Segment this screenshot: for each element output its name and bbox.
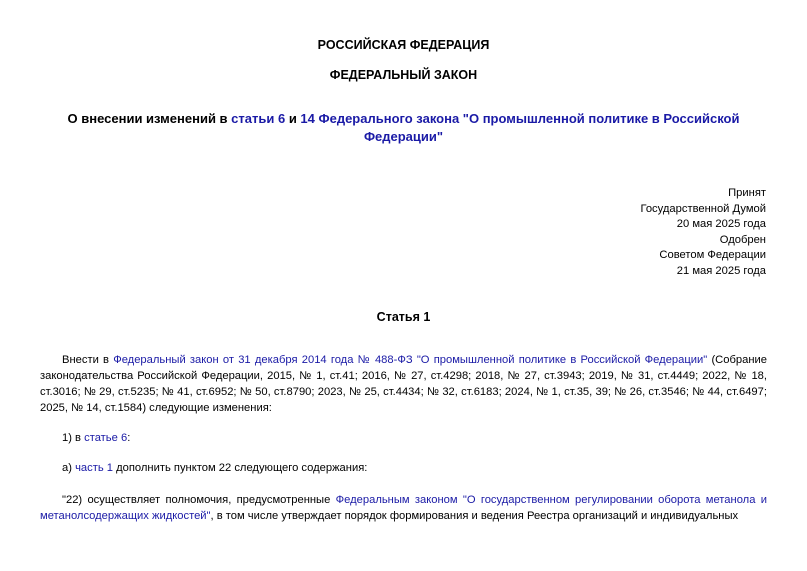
adopted-label: Принят <box>728 187 766 199</box>
law-title-mid: и <box>285 111 301 126</box>
p1-suffix: (Собрание законодательства Российской Федерации, 2015, № 1, ст.41; 2016, № 27, ст.4298; 2018, № 27, ст.3943; 2019, № 31, ст.4449; 2022, № 18, ст.3016; № 29, ст.5235; № 41, ст.6952; № 50, ст.8790; 2023, № 25, ст.4434; № 32, ст.6183; 2024, № 1, ст.35, 39; № 26, ст.3546; № 44, ст.6497; 2025, № 14, ст.1584) следующие изменения: <box>40 354 767 414</box>
adoption-block <box>641 186 766 279</box>
law-title-prefix: О внесении изменений в <box>67 111 232 126</box>
p3-prefix: а) <box>62 462 76 474</box>
p2-prefix: 1) в <box>62 432 85 444</box>
p4-prefix: "22) осуществляет полномочия, предусмотренные <box>62 494 336 506</box>
approved-by: Советом Федерации <box>659 249 766 261</box>
methanol-law-link[interactable]: Федеральным законом "О государственном регулировании оборота метанола и метанолсодержащих жидкостей" <box>40 494 767 522</box>
law-title <box>40 110 767 146</box>
paragraph-item-22 <box>40 492 767 524</box>
adopted-by: Государственной Думой <box>640 202 766 215</box>
approved-date: 21 мая 2025 года <box>676 264 766 277</box>
article-6-body-link[interactable]: статье 6 <box>84 432 128 444</box>
approved-label: Одобрен <box>719 233 766 246</box>
p2-suffix: : <box>127 432 131 444</box>
law-type-heading: ФЕДЕРАЛЬНЫЙ ЗАКОН <box>329 68 478 82</box>
paragraph-item-a <box>40 460 767 476</box>
article-heading: Статья 1 <box>376 310 431 324</box>
article-6-link[interactable]: статьи 6 <box>231 111 286 126</box>
p1-prefix: Внести в <box>62 354 114 366</box>
federal-law-link[interactable]: 14 Федерального закона "О промышленной политике в Российской Федерации" <box>300 111 740 144</box>
adopted-date: 20 мая 2025 года <box>676 218 766 230</box>
p4-suffix: , в том числе утверждает порядок формирования и ведения Реестра организаций и индивидуальных <box>210 510 739 522</box>
part-1-link[interactable]: часть 1 <box>75 462 113 474</box>
paragraph-item-1 <box>40 430 767 446</box>
paragraph-intro <box>40 352 767 416</box>
country-heading: РОССИЙСКАЯ ФЕДЕРАЦИЯ <box>317 38 490 52</box>
law-488-link[interactable]: Федеральный закон от 31 декабря 2014 года № 488-ФЗ "О промышленной политике в Российской Федерации" <box>113 354 708 366</box>
p3-suffix: дополнить пунктом 22 следующего содержания: <box>113 462 368 474</box>
